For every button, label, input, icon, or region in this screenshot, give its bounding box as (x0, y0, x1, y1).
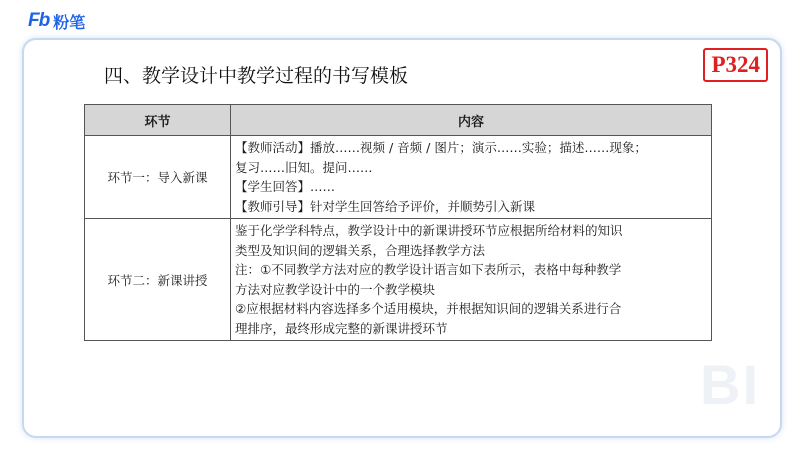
stage-cell: 环节二：新课讲授 (85, 219, 231, 341)
watermark: BI (700, 353, 760, 416)
column-header-stage: 环节 (85, 105, 231, 136)
column-header-content: 内容 (231, 105, 712, 136)
content-line: 方法对应教学设计中的一个教学模块 (235, 281, 436, 297)
content-line: 鉴于化学学科特点，教学设计中的新课讲授环节应根据所给材料的知识 (235, 223, 623, 238)
stage-cell: 环节一：导入新课 (85, 136, 231, 219)
content-line: ②应根据材料内容选择多个适用模块，并根据知识间的逻辑关系进行合 (235, 301, 622, 316)
table-header-row (85, 105, 712, 136)
content-line: 注：①不同教学方法对应的教学设计语言如下表所示，表格中每种教学 (235, 262, 622, 277)
content-cell (231, 219, 712, 341)
section-heading: 四、教学设计中教学过程的书写模板 (104, 65, 409, 87)
table-row (85, 136, 712, 219)
page-number-badge: P324 (703, 48, 768, 82)
brand-name: 粉笔 (53, 12, 86, 32)
content-line: 【教师活动】播放……视频 / 音频 / 图片；演示……实验；描述……现象； (235, 140, 647, 155)
table-row (85, 219, 712, 341)
content-line: 复习……旧知。提问…… (235, 159, 373, 175)
brand-mark: Fb (28, 10, 50, 31)
content-line: 理排序，最终形成完整的新课讲授环节 (235, 320, 448, 336)
content-line: 【教师引导】针对学生回答给予评价，并顺势引入新课 (235, 198, 536, 214)
content-line: 【学生回答】…… (235, 179, 336, 194)
content-cell (231, 136, 712, 219)
template-table (84, 104, 712, 341)
brand-logo (28, 9, 85, 33)
content-line: 类型及知识间的逻辑关系，合理选择教学方法 (235, 242, 486, 258)
